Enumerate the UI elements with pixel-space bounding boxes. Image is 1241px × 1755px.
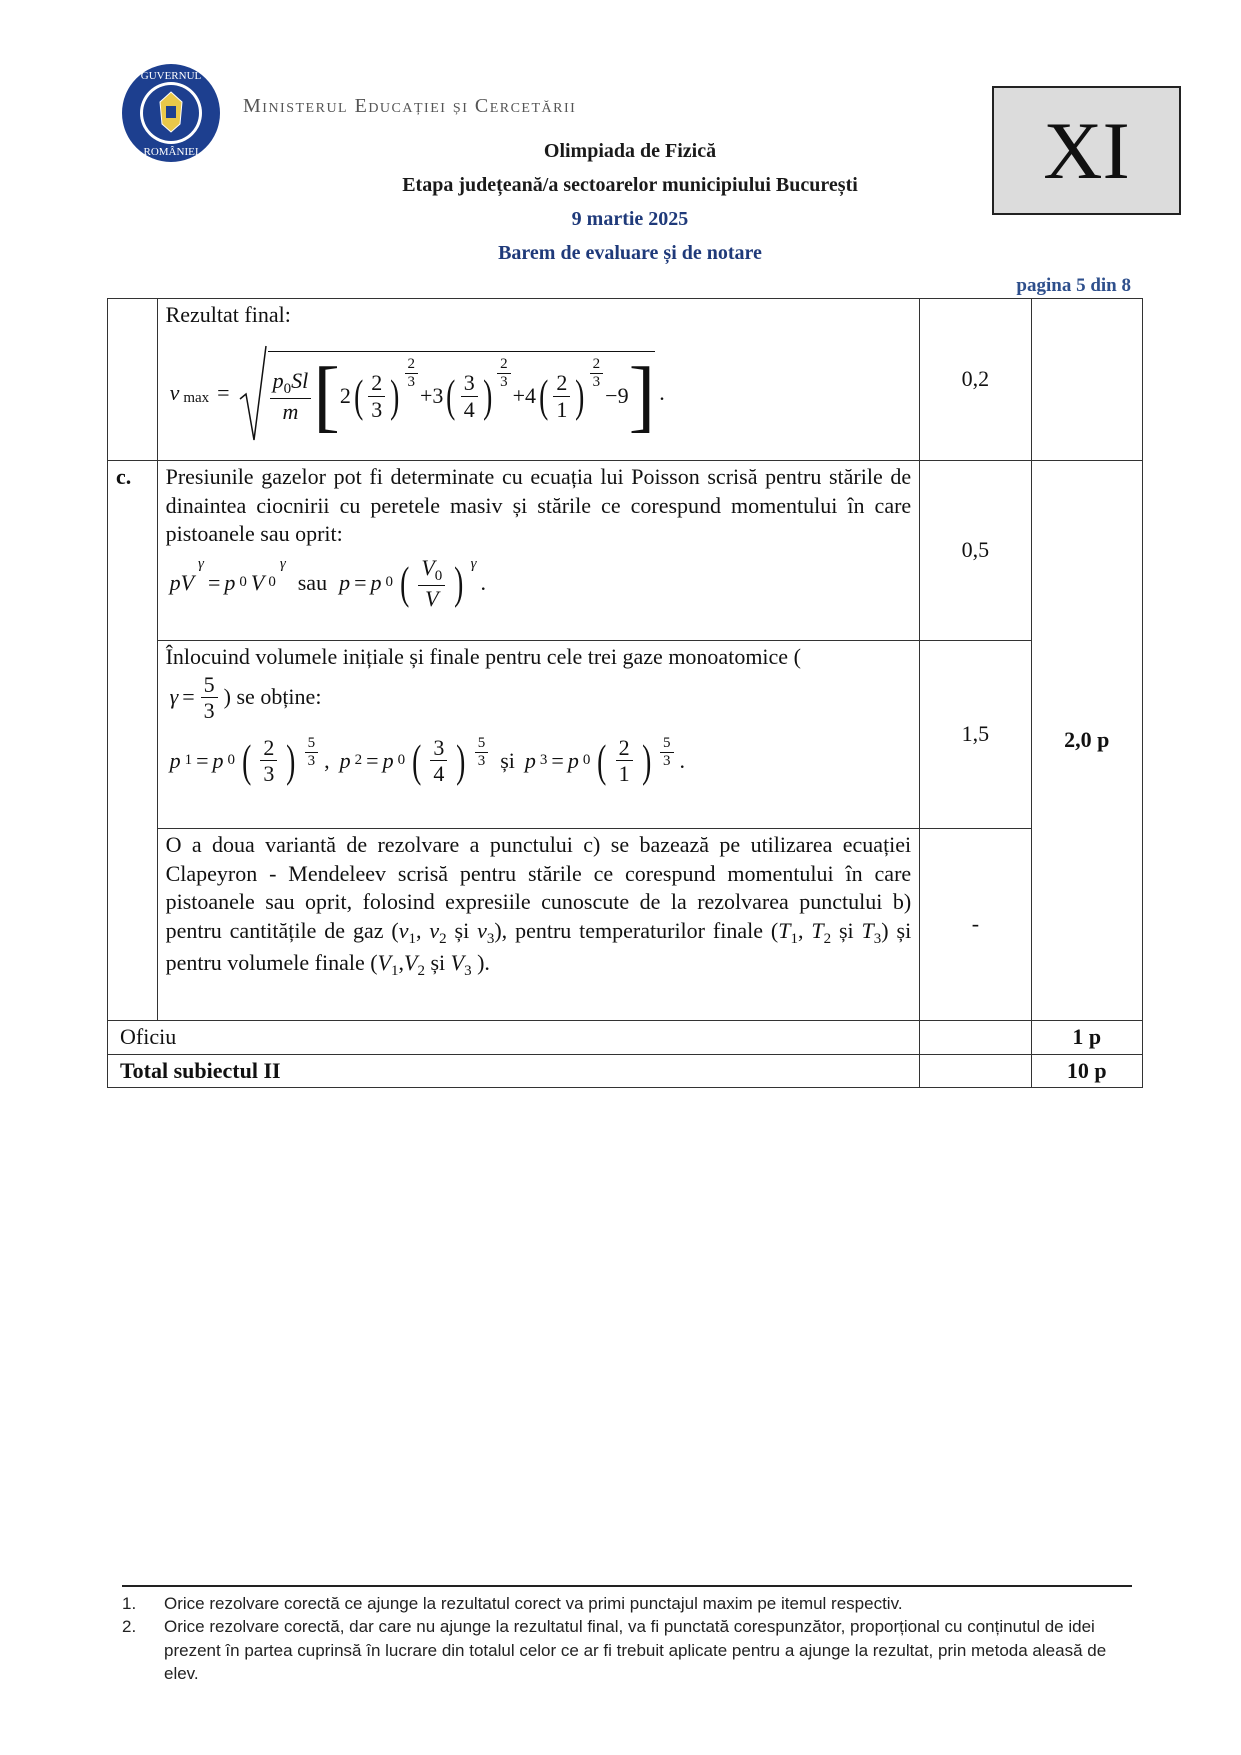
c3-text-d: ). [477, 950, 490, 976]
oficiu-label: Oficiu [108, 1021, 920, 1055]
gamma-value: γ = $\frac{5}{3}$ ) se obține: [169, 671, 322, 723]
c2-text [166, 643, 912, 672]
c3-text: O a doua variantă de rezolvare a punctului c) se bazează pe utilizarea ecuației Clapeyron - Mendeleev scrisă pentru stările ce corespund momentului în care pistoanele sau oprit, folosind expresiile cunoscute de la rezolvarea punctului b) pentru cantitățile de gaz ($\nu_1$, $\nu_2$ și $\nu_3$), pentru temperaturilor finale ($T_1$, $T_2$ și $T_3$) și pentru volumele finale ($V_1,V_2$ și $V_3$ ). [165, 832, 912, 980]
table-cell [108, 299, 158, 461]
c2-text-a: Înlocuind volumele inițiale și finale pentru cele trei gaze monoatomice ( [165, 644, 801, 669]
svg-text:ROMÂNIEI: ROMÂNIEI [143, 146, 199, 158]
list-item [122, 1615, 1132, 1685]
points-cell: 1,5 [920, 641, 1031, 829]
c3-text-b: ), pentru temperaturilor finale ( [494, 917, 779, 943]
table-row [108, 1054, 1143, 1088]
document-subtitle: Barem de evaluare și de notare [498, 242, 762, 264]
vmax-formula: v max = $\frac{p_0Sl}{m}$ [ 2 ( $\frac{2}{3}$ ) $\frac{2}{3}$ +3 ( $\frac{3}{4}$ ) $\frac{2}{3}$ +4 ( $\frac{2}{1}$ ) $\frac{2}{3}$ −9 ] . [170, 344, 912, 444]
footnotes [122, 1592, 1132, 1686]
total-points: 10 p [1031, 1054, 1142, 1088]
ministry-name: Ministerul Educației și Cercetării [243, 95, 577, 117]
table-cell [920, 1054, 1031, 1088]
si-word: și [500, 747, 515, 773]
final-result-label: Rezultat final: [165, 302, 291, 327]
table-cell [157, 829, 920, 1021]
svg-text:GUVERNUL: GUVERNUL [140, 70, 202, 82]
c3-text-c: ) și pentru volumele finale ( [165, 917, 912, 976]
exam-date: 9 martie 2025 [571, 208, 689, 230]
government-logo [120, 62, 222, 164]
table-cell [1031, 299, 1142, 461]
table-cell [920, 1021, 1031, 1055]
item-label: c. [108, 461, 158, 1021]
si-word: și [430, 950, 446, 976]
table-row [108, 1021, 1143, 1055]
table-row [108, 299, 1143, 461]
grade-badge: XI [992, 86, 1181, 215]
footer-divider [122, 1585, 1132, 1587]
grading-table [107, 298, 1143, 1088]
footnote-text: Orice rezolvare corectă ce ajunge la rezultatul corect va primi punctajul maxim pe itemul respectiv. [164, 1594, 903, 1613]
table-row [108, 461, 1143, 641]
list-item [122, 1592, 1132, 1615]
points-cell: 0,2 [920, 299, 1031, 461]
si-word: și [454, 917, 470, 943]
footnote-number: 2. [122, 1617, 137, 1637]
footnote-text: Orice rezolvare corectă, dar care nu ajunge la rezultatul final, va fi punctată corespunzător, proporțional cu conținutul de idei prezent în partea cuprinsă în lucrare din totalul celor ce ar fi trebuit aplicate pentru a ajunge la rezultat, prin metoda aleasă de elev. [164, 1617, 1107, 1684]
oficiu-points: 1 p [1031, 1021, 1142, 1055]
table-cell [157, 299, 920, 461]
olympiad-title: Olimpiada de Fizică [543, 140, 717, 162]
table-cell [157, 641, 920, 829]
poisson-equation: pV γ = p 0 V 0 γ sau p = p 0 ( $\frac{V_0}{V}$ ) γ . [169, 554, 487, 612]
pressures-formula: p 1 = p 0 ( $\frac{2}{3}$ ) $\frac{5}{3}$ , p 2 = p 0 ( $\frac{3}{4}$ ) $\frac{5}{3}$ și p 3 = p 0 ( $\frac{2}{1}$ ) $\frac{5}{3}$ . [169, 734, 685, 787]
si-word: și [838, 917, 854, 943]
page-number: pagina 5 din 8 [1016, 275, 1131, 296]
table-row [108, 641, 1143, 829]
stage-title: Etapa județeană/a sectoarelor municipiului București [402, 174, 858, 196]
item-total-points: 2,0 p [1031, 461, 1142, 1021]
total-label: Total subiectul II [108, 1054, 920, 1088]
sau-word: sau [297, 569, 328, 595]
table-cell [157, 461, 920, 641]
c1-text: Presiunile gazelor pot fi determinate cu ecuația lui Poisson scrisă pentru stările de dinaintea ciocnirii cu peretele masiv și stările ce corespund momentului în care pistoanele sau oprit: [165, 464, 912, 547]
table-row [108, 829, 1143, 1021]
points-cell: - [920, 829, 1031, 1021]
c2-text-b: ) se obține: [223, 684, 322, 710]
points-cell: 0,5 [920, 461, 1031, 641]
footnote-number: 1. [122, 1594, 137, 1613]
c3-text-a: O a doua variantă de rezolvare a punctului c) se bazează pe utilizarea ecuației Clapeyron - Mendeleev scrisă pentru stările ce corespund momentului în care pistoanele sau oprit, folosind expresiile cunoscute de la rezolvarea punctului b) pentru cantitățile de gaz ( [165, 832, 912, 943]
